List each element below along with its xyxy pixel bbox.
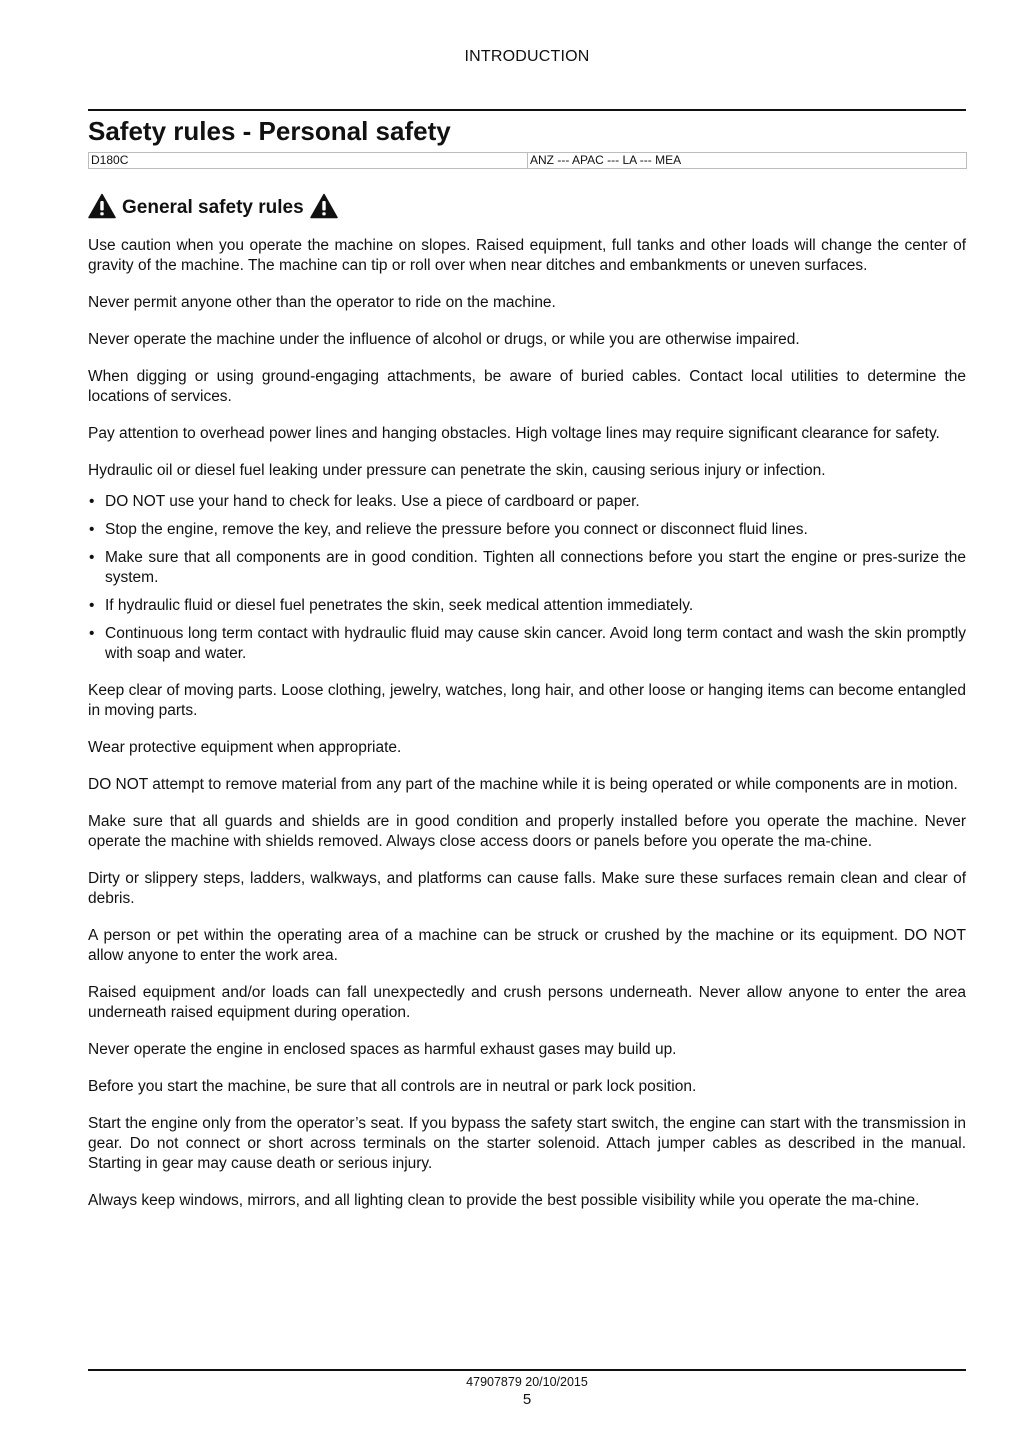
body-paragraph: When digging or using ground-engaging attachments, be aware of buried cables. Contact local utilities to determine the locations of services. — [88, 368, 966, 405]
body-paragraph: Never permit anyone other than the operator to ride on the machine. — [88, 294, 556, 311]
model-cell: D180C — [89, 153, 528, 169]
body-paragraph: Never operate the machine under the influence of alcohol or drugs, or while you are otherwise impaired. — [88, 331, 800, 348]
body-paragraph: Pay attention to overhead power lines and hanging obstacles. High voltage lines may require significant clearance for safety. — [88, 425, 940, 442]
body-paragraph: Make sure that all guards and shields are in good condition and properly installed before you operate the machine. Never operate the machine with shields removed. Always close access doors or panels before you operate the ma-chine. — [88, 813, 966, 850]
bullet-dot: • — [89, 625, 95, 642]
body-paragraph: Hydraulic oil or diesel fuel leaking under pressure can penetrate the skin, causing serious injury or infection. — [88, 462, 826, 479]
bullet-list — [88, 492, 966, 664]
list-item — [88, 624, 966, 664]
list-item-text: Continuous long term contact with hydraulic fluid may cause skin cancer. Avoid long term contact and wash the skin promptly with soap and water. — [105, 625, 966, 662]
body-paragraph: Wear protective equipment when appropriate. — [88, 739, 402, 756]
section-title: General safety rules — [122, 197, 304, 218]
list-item-text: Stop the engine, remove the key, and relieve the pressure before you connect or disconnect fluid lines. — [105, 521, 808, 538]
body-paragraph: Never operate the engine in enclosed spaces as harmful exhaust gases may build up. — [88, 1041, 677, 1058]
body-paragraph: Use caution when you operate the machine on slopes. Raised equipment, full tanks and other loads will change the center of gravity of the machine. The machine can tip or roll over when near ditches and embankments or uneven surfaces. — [88, 237, 966, 274]
bullet-dot: • — [89, 597, 95, 614]
document-reference: 47907879 20/10/2015 — [466, 1375, 588, 1389]
list-item-text: DO NOT use your hand to check for leaks. Use a piece of cardboard or paper. — [105, 493, 640, 510]
warning-triangle-icon — [310, 193, 338, 219]
body-paragraph: Before you start the machine, be sure that all controls are in neutral or park lock position. — [88, 1078, 697, 1095]
page-number: 5 — [522, 1391, 532, 1408]
list-item — [88, 520, 966, 540]
bullet-dot: • — [89, 521, 95, 538]
list-item-text: Make sure that all components are in good condition. Tighten all connections before you start the engine or pres-surize the system. — [105, 549, 966, 586]
page-title: Safety rules - Personal safety — [88, 116, 451, 146]
bullet-dot: • — [89, 493, 95, 510]
bottom-divider — [88, 1369, 966, 1371]
body-paragraph: DO NOT attempt to remove material from any part of the machine while it is being operated or while components are in motion. — [88, 776, 958, 793]
list-item — [88, 492, 966, 512]
body-paragraph: Dirty or slippery steps, ladders, walkways, and platforms can cause falls. Make sure these surfaces remain clean and clear of debris. — [88, 870, 966, 907]
list-item — [88, 548, 966, 588]
running-header: INTRODUCTION — [464, 48, 590, 65]
applicability-table — [88, 152, 967, 169]
body-paragraph: Raised equipment and/or loads can fall unexpectedly and crush persons underneath. Never allow anyone to enter the area underneath raised equipment during operation. — [88, 984, 966, 1021]
top-divider — [88, 109, 966, 111]
list-item — [88, 596, 966, 616]
page-content — [88, 188, 966, 1228]
body-paragraph: A person or pet within the operating area of a machine can be struck or crushed by the machine or its equipment. DO NOT allow anyone to enter the work area. — [88, 927, 966, 964]
body-paragraph: Keep clear of moving parts. Loose clothing, jewelry, watches, long hair, and other loose or hanging items can become entangled in moving parts. — [88, 682, 966, 719]
list-item-text: If hydraulic fluid or diesel fuel penetrates the skin, seek medical attention immediately. — [105, 597, 694, 614]
bullet-dot: • — [89, 549, 95, 566]
body-paragraph: Start the engine only from the operator’s seat. If you bypass the safety start switch, the engine can start with the transmission in gear. Do not connect or short across terminals on the starter solenoid. Attach jumper cables as described in the manual. Starting in gear may cause death or serious injury. — [88, 1115, 966, 1172]
regions-cell: ANZ --- APAC --- LA --- MEA — [528, 153, 967, 169]
body-paragraph: Always keep windows, mirrors, and all lighting clean to provide the best possible visibility while you operate the ma-chine. — [88, 1192, 920, 1209]
section-heading — [88, 188, 966, 224]
warning-triangle-icon — [88, 193, 116, 219]
applicability-row — [89, 153, 967, 169]
